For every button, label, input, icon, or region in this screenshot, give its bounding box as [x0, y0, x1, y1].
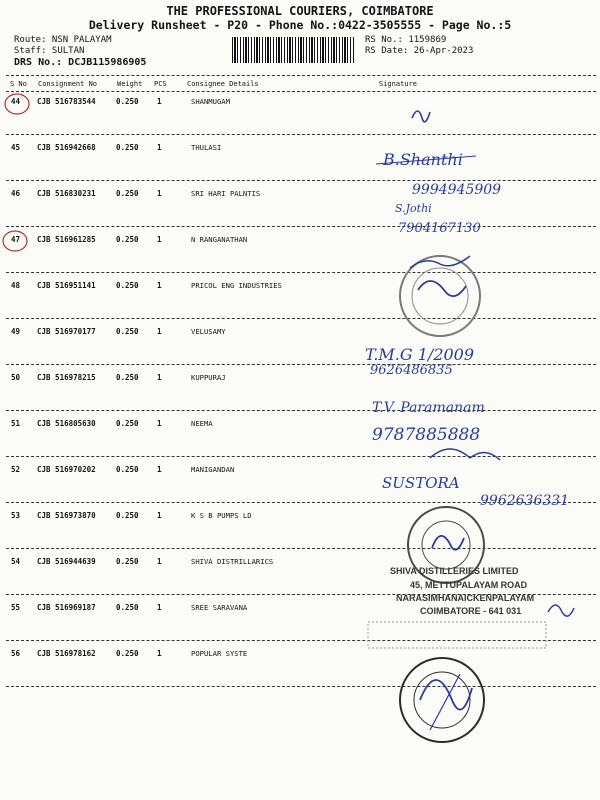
round-stamp-popular-systems [400, 658, 484, 742]
svg-text:SHIVA DISTILLERIES LIMITED: SHIVA DISTILLERIES LIMITED [390, 566, 519, 576]
row-weight: 0.250 [116, 373, 139, 382]
row-sno: 55 [11, 603, 21, 612]
row-separator [6, 272, 596, 273]
row-consignment-no: CJB 516978162 [37, 649, 96, 658]
row-sno: 44 [11, 97, 21, 106]
row-consignment-no: CJB 516973870 [37, 511, 96, 520]
row-weight: 0.250 [116, 143, 139, 152]
row-consignee-details: K S B PUMPS LD [191, 511, 252, 520]
col-header-weight: Weight [117, 80, 143, 88]
row-consignment-no: CJB 516970202 [37, 465, 96, 474]
row-consignment-no: CJB 516970177 [37, 327, 96, 336]
staff-label: Staff: SULTAN [14, 46, 85, 56]
col-header-signature: Signature [379, 80, 417, 88]
underline-row45 [376, 156, 476, 164]
route-label: Route: NSN PALAYAM [14, 35, 112, 45]
row-sno: 53 [11, 511, 21, 520]
col-header-sno: S No [10, 80, 27, 88]
header-rule-top [6, 75, 596, 76]
row-consignee-details: NEEMA [191, 419, 213, 428]
row-separator [6, 548, 596, 549]
row-consignment-no: CJB 516978215 [37, 373, 96, 382]
signature-row-52 [430, 449, 500, 460]
row-weight: 0.250 [116, 557, 139, 566]
signature-row-44 [412, 111, 430, 122]
row-weight: 0.250 [116, 511, 139, 520]
row-sno: 50 [11, 373, 21, 382]
svg-text:NARASIMHANAICKENPALAYAM: NARASIMHANAICKENPALAYAM [396, 593, 535, 603]
row-consignee-details: THULASI [191, 143, 222, 152]
row-weight: 0.250 [116, 649, 139, 658]
row-separator [6, 502, 596, 503]
stamp-shiva-distilleries [368, 566, 574, 648]
round-stamp-ksb [408, 507, 484, 583]
row-separator [6, 686, 596, 687]
row-consignment-no: CJB 516805630 [37, 419, 96, 428]
row-consignment-no: CJB 516830231 [37, 189, 96, 198]
row-sno: 48 [11, 281, 21, 290]
row-separator [6, 226, 596, 227]
header-rule-bottom [6, 91, 596, 92]
row-sno: 49 [11, 327, 21, 336]
row-consignment-no: CJB 516944639 [37, 557, 96, 566]
handwriting-row47: 7904167130 [398, 221, 481, 236]
row-consignee-details: SRI HARI PALNTIS [191, 189, 261, 198]
row-separator [6, 134, 596, 135]
rs-number: RS No.: 1159869 [365, 35, 447, 45]
row-pcs: 1 [157, 327, 162, 336]
row-consignee-details: N RANGANATHAN [191, 235, 248, 244]
row-pcs: 1 [157, 649, 162, 658]
handwriting-row50: 9626486835 [370, 363, 453, 378]
row-consignment-no: CJB 516969187 [37, 603, 96, 612]
row-consignee-details: MANIGANDAN [191, 465, 235, 474]
row-consignment-no: CJB 516942668 [37, 143, 96, 152]
row-separator [6, 364, 596, 365]
row-separator [6, 318, 596, 319]
drs-number: DRS No.: DCJB115986905 [14, 57, 147, 68]
row-sno: 51 [11, 419, 21, 428]
row-sno: 56 [11, 649, 21, 658]
handwriting-row53: 9962636331 [480, 493, 570, 509]
row-separator [6, 456, 596, 457]
row-pcs: 1 [157, 97, 162, 106]
svg-text:45, METTUPALAYAM ROAD: 45, METTUPALAYAM ROAD [410, 580, 528, 590]
row-pcs: 1 [157, 419, 162, 428]
row-weight: 0.250 [116, 281, 139, 290]
handwriting-row52a: 9787885888 [372, 425, 481, 445]
row-consignee-details: VELUSAMY [191, 327, 226, 336]
row-sno: 52 [11, 465, 21, 474]
company-title: THE PROFESSIONAL COURIERS, COIMBATORE [166, 4, 434, 18]
row-consignment-no: CJB 516783544 [37, 97, 96, 106]
row-consignment-no: CJB 516961285 [37, 235, 96, 244]
row-pcs: 1 [157, 603, 162, 612]
row-pcs: 1 [157, 235, 162, 244]
row-sno: 45 [11, 143, 21, 152]
row-consignee-details: POPULAR SYSTE [191, 649, 248, 658]
row-consignee-details: KUPPURAJ [191, 373, 226, 382]
row-consignment-no: CJB 516951141 [37, 281, 96, 290]
row-sno: 54 [11, 557, 21, 566]
row-weight: 0.250 [116, 465, 139, 474]
handwriting-row46b: S.Jothi [395, 202, 432, 215]
col-header-details: Consignee Details [187, 80, 259, 88]
row-sno: 46 [11, 189, 21, 198]
svg-text:COIMBATORE - 641 031: COIMBATORE - 641 031 [420, 606, 522, 616]
row-weight: 0.250 [116, 235, 139, 244]
handwriting-row45: B.Shanthi [383, 150, 463, 169]
runsheet-subtitle: Delivery Runsheet - P20 - Phone No.:0422-3505555 - Page No.:5 [88, 18, 512, 32]
row-weight: 0.250 [116, 327, 139, 336]
col-header-consignment: Consignment No [38, 80, 98, 88]
handwriting-row49: T.M.G 1/2009 [365, 345, 475, 364]
rs-date: RS Date: 26-Apr-2023 [365, 46, 474, 56]
row-pcs: 1 [157, 557, 162, 566]
row-pcs: 1 [157, 281, 162, 290]
handwriting-row51: T.V. Paramanam [372, 400, 485, 416]
row-weight: 0.250 [116, 97, 139, 106]
row-weight: 0.250 [116, 419, 139, 428]
row-pcs: 1 [157, 511, 162, 520]
row-pcs: 1 [157, 189, 162, 198]
row-consignee-details: SHANMUGAM [191, 97, 230, 106]
row-sno: 47 [11, 235, 21, 244]
row-separator [6, 640, 596, 641]
row-consignee-details: SHIVA DISTRILLARICS [191, 557, 274, 566]
row-separator [6, 410, 596, 411]
round-stamp-pricol [400, 256, 480, 336]
row-separator [6, 594, 596, 595]
handwriting-row46a: 9994945909 [412, 182, 502, 198]
row-separator [6, 180, 596, 181]
handwriting-row52b: SUSTORA [382, 474, 460, 492]
row-weight: 0.250 [116, 603, 139, 612]
row-consignee-details: SREE SARAVANA [191, 603, 248, 612]
row-pcs: 1 [157, 373, 162, 382]
barcode [232, 37, 354, 63]
row-weight: 0.250 [116, 189, 139, 198]
row-pcs: 1 [157, 465, 162, 474]
row-pcs: 1 [157, 143, 162, 152]
row-consignee-details: PRICOL ENG INDUSTRIES [191, 281, 282, 290]
col-header-pcs: PCS [154, 80, 167, 88]
